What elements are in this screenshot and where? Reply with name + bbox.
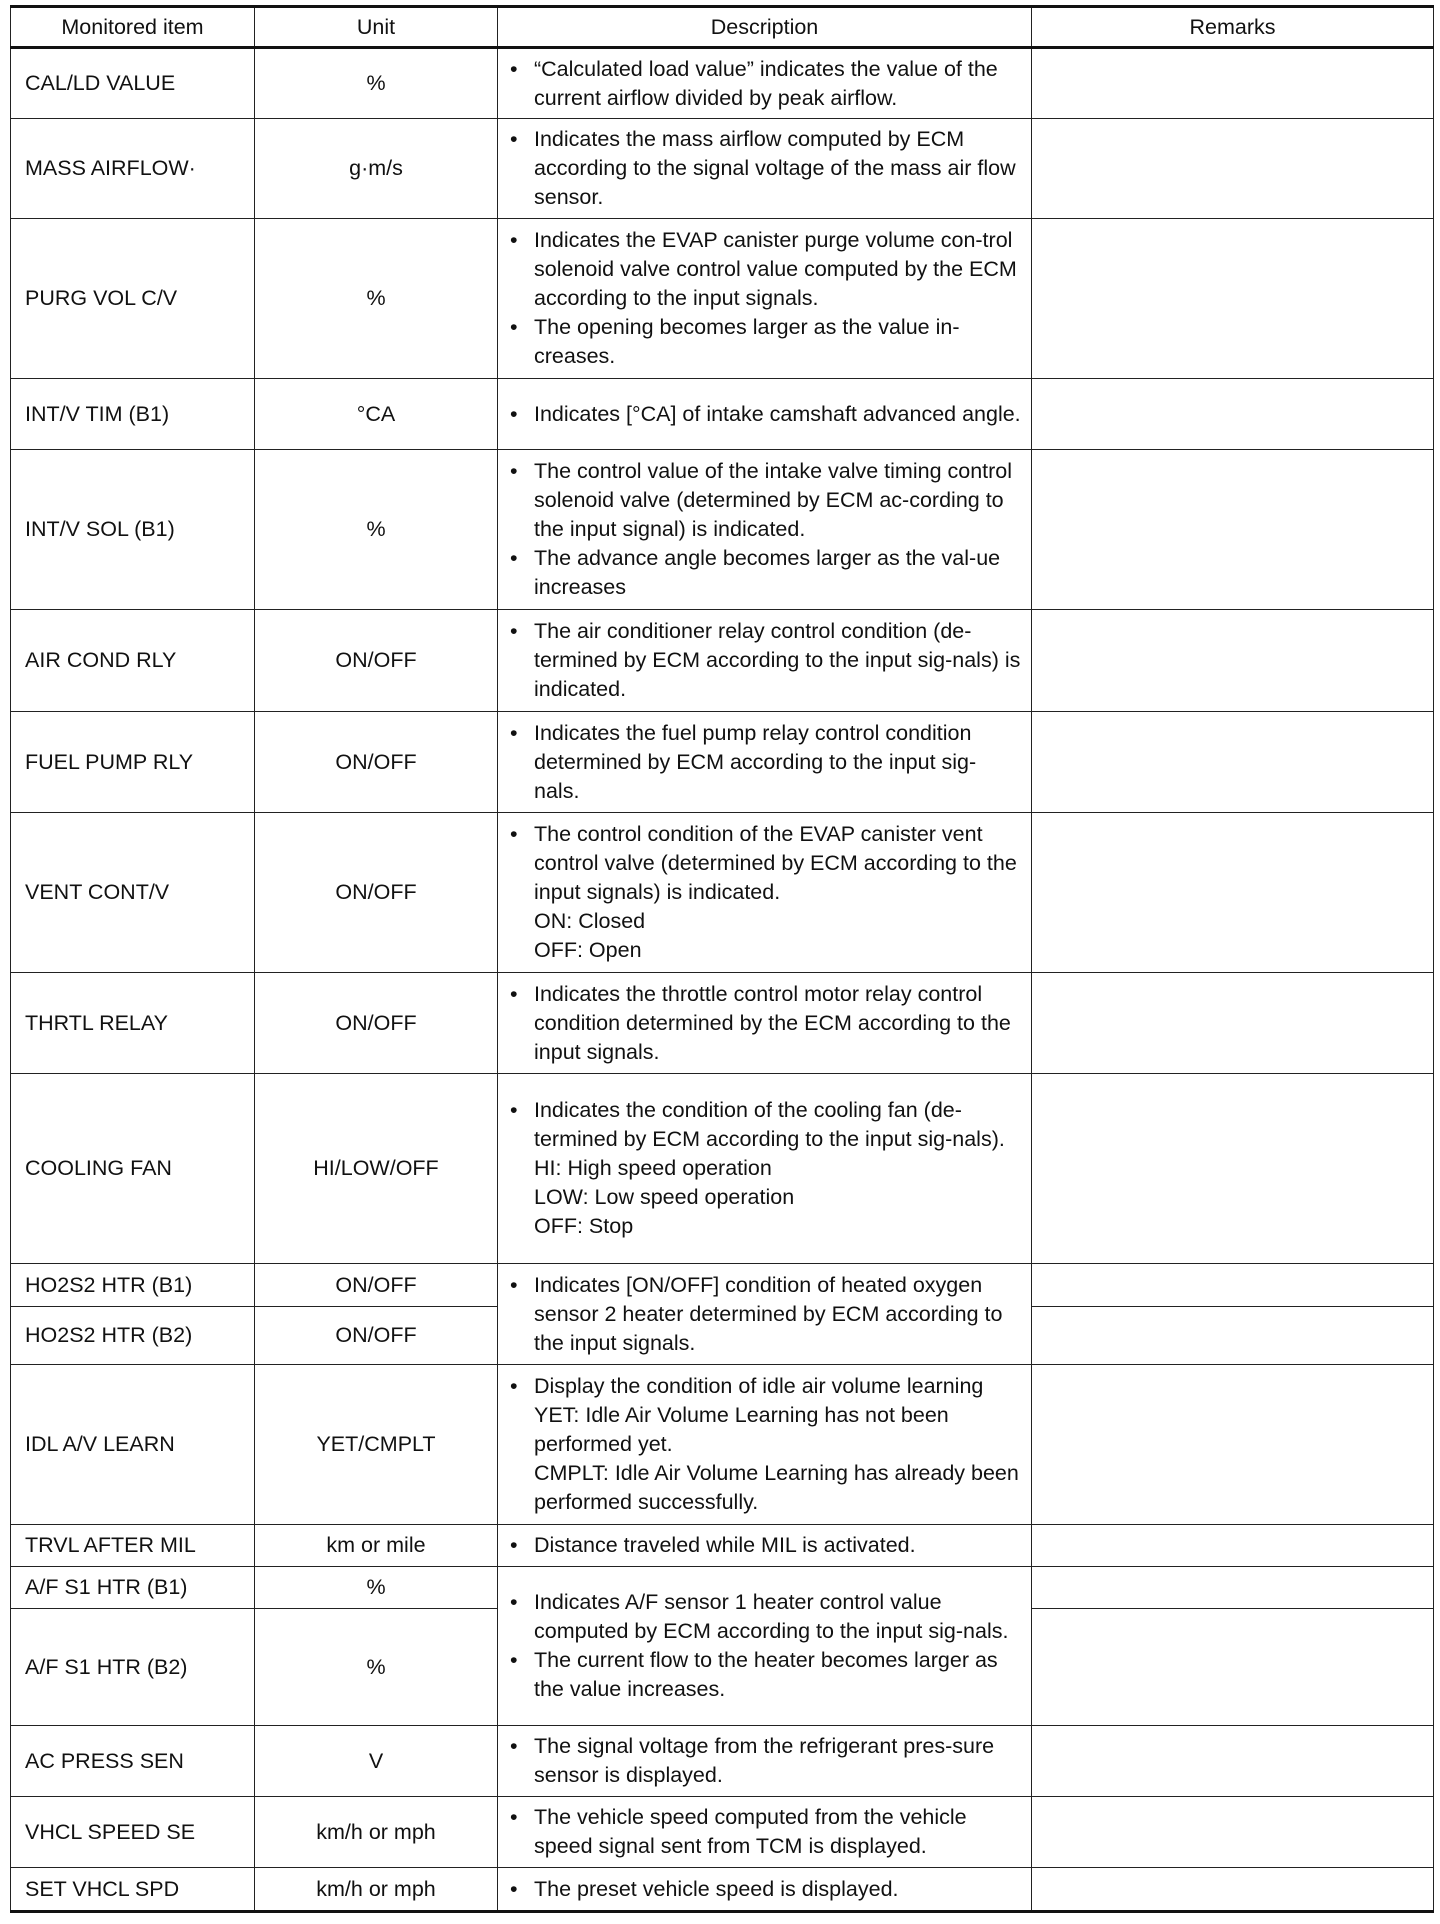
bullet-icon: • [510,401,518,426]
description-text: The opening becomes larger as the value in-creases. [534,315,960,368]
bullet-point [510,1588,1021,1646]
table-row [11,48,1434,119]
description [498,1365,1032,1525]
bullet-icon: • [510,56,518,81]
bullet-icon: • [510,1805,518,1829]
unit: % [255,219,498,379]
table-row [11,1567,1434,1609]
bullet-point [510,820,1021,907]
table-row [11,813,1434,973]
remarks [1032,973,1434,1074]
description-text: Indicates the condition of the cooling fan (de-termined by ECM according to the input sig-nals). [534,1098,1005,1151]
monitored-item: COOLING FAN [11,1074,255,1264]
description-text: Indicates the throttle control motor relay control condition determined by the ECM according to the input signals. [534,981,1011,1064]
unit: ON/OFF [255,610,498,712]
header-monitored-item: Monitored item [11,7,255,48]
remarks [1032,813,1434,973]
bullet-point [510,719,1021,806]
monitored-item: INT/V TIM (B1) [11,379,255,450]
unit: ON/OFF [255,712,498,813]
bullet-icon: • [510,315,518,339]
description [498,1074,1032,1264]
bullet-icon: • [510,981,518,1006]
bullet-point [510,125,1021,212]
header-description: Description [498,7,1032,48]
unit: km/h or mph [255,1868,498,1912]
bullet-icon: • [510,127,518,151]
header-remarks: Remarks [1032,7,1434,48]
description-text: “Calculated load value” indicates the value of the current airflow divided by peak airflow. [534,56,998,110]
table-row [11,712,1434,813]
bullet-icon: • [510,720,518,745]
description-text: Distance traveled while MIL is activated. [534,1533,916,1557]
bullet-point [510,1271,1021,1358]
remarks [1032,119,1434,219]
monitored-item: PURG VOL C/V [11,219,255,379]
monitored-item: HO2S2 HTR (B1) [11,1264,255,1307]
bullet-point [510,313,1021,371]
monitored-item: THRTL RELAY [11,973,255,1074]
remarks [1032,219,1434,379]
unit: V [255,1726,498,1797]
description [498,1726,1032,1797]
description [498,1797,1032,1868]
state-line: CMPLT: Idle Air Volume Learning has already been performed successfully. [534,1461,1019,1514]
bullet-icon: • [510,1533,518,1557]
description [498,1264,1032,1365]
unit: ON/OFF [255,1307,498,1365]
table-row [11,1074,1434,1264]
remarks [1032,1868,1434,1912]
bullet-icon: • [510,822,518,846]
unit: HI/LOW/OFF [255,1074,498,1264]
description-text: The air conditioner relay control condition (de-termined by ECM according to the input sig-nals) is indicated. [534,619,1021,701]
bullet-icon: • [510,228,518,252]
description [498,1525,1032,1567]
description-text: Indicates A/F sensor 1 heater control value computed by ECM according to the input sig-nals. [534,1590,1009,1643]
monitored-item: CAL/LD VALUE [11,48,255,119]
bullet-point [510,1803,1021,1861]
description [498,712,1032,813]
remarks [1032,1567,1434,1609]
table-row [11,1264,1434,1307]
description [498,450,1032,610]
remarks [1032,1726,1434,1797]
description [498,973,1032,1074]
bullet-icon: • [510,1734,518,1758]
table-row [11,1525,1434,1567]
table-row [11,1797,1434,1868]
header-unit: Unit [255,7,498,48]
bullet-icon: • [510,546,518,570]
remarks [1032,610,1434,712]
state-line: YET: Idle Air Volume Learning has not been performed yet. [534,1403,949,1456]
monitored-item: AC PRESS SEN [11,1726,255,1797]
bullet-icon: • [510,1648,518,1672]
description [498,813,1032,973]
state-line: OFF: Open [534,938,642,962]
monitored-item: IDL A/V LEARN [11,1365,255,1525]
bullet-point [510,980,1021,1067]
unit: % [255,450,498,610]
bullet-point [510,457,1021,544]
unit: km or mile [255,1525,498,1567]
bullet-point [510,1875,1021,1904]
monitored-item: VHCL SPEED SE [11,1797,255,1868]
description [498,219,1032,379]
unit: % [255,1609,498,1726]
monitored-item: HO2S2 HTR (B2) [11,1307,255,1365]
description-text: The control value of the intake valve timing control solenoid valve (determined by ECM ac-cording to the input signal) is indicated. [534,459,1013,541]
table-row [11,119,1434,219]
monitored-item: INT/V SOL (B1) [11,450,255,610]
description-text: Indicates [ON/OFF] condition of heated oxygen sensor 2 heater determined by ECM according to the input signals. [534,1272,1003,1355]
monitored-item: VENT CONT/V [11,813,255,973]
bullet-point [510,1732,1021,1790]
table-row [11,973,1434,1074]
bullet-icon: • [510,1098,518,1122]
description-text: Display the condition of idle air volume learning [534,1374,984,1398]
description-text: Indicates [°CA] of intake camshaft advanced angle. [534,401,1021,426]
bullet-point [510,617,1021,704]
header-row [11,7,1434,48]
description-text: The control condition of the EVAP canister vent control valve (determined by ECM according to the input signals) is indicated. [534,822,1017,904]
table-row [11,450,1434,610]
unit: g·m/s [255,119,498,219]
remarks [1032,379,1434,450]
description [498,48,1032,119]
table-row [11,379,1434,450]
remarks [1032,1609,1434,1726]
remarks [1032,450,1434,610]
remarks [1032,1264,1434,1307]
state-line: ON: Closed [534,909,646,933]
description [498,119,1032,219]
remarks [1032,1797,1434,1868]
state-line: OFF: Stop [534,1214,634,1238]
description [498,1567,1032,1726]
unit: YET/CMPLT [255,1365,498,1525]
description-text: Indicates the fuel pump relay control condition determined by ECM according to the input sig-nals. [534,720,977,803]
bullet-point [510,1096,1021,1154]
remarks [1032,1525,1434,1567]
description-text: The signal voltage from the refrigerant pres-sure sensor is displayed. [534,1734,995,1787]
description-text: The vehicle speed computed from the vehicle speed signal sent from TCM is displayed. [534,1805,967,1858]
description [498,379,1032,450]
bullet-icon: • [510,459,518,483]
bullet-icon: • [510,1590,518,1614]
description-text: Indicates the mass airflow computed by ECM according to the signal voltage of the mass air flow sensor. [534,127,1016,209]
monitored-item: MASS AIRFLOW· [11,119,255,219]
table-row [11,1726,1434,1797]
state-line: HI: High speed operation [534,1156,772,1180]
table-row [11,219,1434,379]
description-text: The advance angle becomes larger as the val-ue increases [534,546,1001,599]
remarks [1032,48,1434,119]
bullet-icon: • [510,619,518,643]
unit: km/h or mph [255,1797,498,1868]
monitored-item: AIR COND RLY [11,610,255,712]
bullet-point [510,55,1021,113]
description-text: The current flow to the heater becomes larger as the value increases. [534,1648,998,1701]
bullet-point [510,1646,1021,1704]
unit: % [255,1567,498,1609]
bullet-point [510,226,1021,313]
unit: ON/OFF [255,1264,498,1307]
description [498,1868,1032,1912]
bullet-point [510,1372,1021,1401]
remarks [1032,712,1434,813]
table-row [11,1365,1434,1525]
bullet-icon: • [510,1374,518,1398]
description-text: The preset vehicle speed is displayed. [534,1876,899,1901]
bullet-point [510,544,1021,602]
description [498,610,1032,712]
bullet-point [510,1531,1021,1560]
unit: °CA [255,379,498,450]
monitored-items-table [10,5,1434,1913]
description-text: Indicates the EVAP canister purge volume con-trol solenoid valve control value computed by the ECM according to the input signals. [534,228,1017,310]
monitored-item: SET VHCL SPD [11,1868,255,1912]
remarks [1032,1365,1434,1525]
unit: ON/OFF [255,973,498,1074]
bullet-icon: • [510,1272,518,1297]
remarks [1032,1074,1434,1264]
bullet-icon: • [510,1876,518,1901]
state-line: LOW: Low speed operation [534,1185,795,1209]
unit: % [255,48,498,119]
monitored-item: TRVL AFTER MIL [11,1525,255,1567]
unit: ON/OFF [255,813,498,973]
remarks [1032,1307,1434,1365]
monitored-item: A/F S1 HTR (B2) [11,1609,255,1726]
table-row [11,610,1434,712]
bullet-point [510,400,1021,429]
monitored-item: FUEL PUMP RLY [11,712,255,813]
table-row [11,1868,1434,1912]
monitored-item: A/F S1 HTR (B1) [11,1567,255,1609]
